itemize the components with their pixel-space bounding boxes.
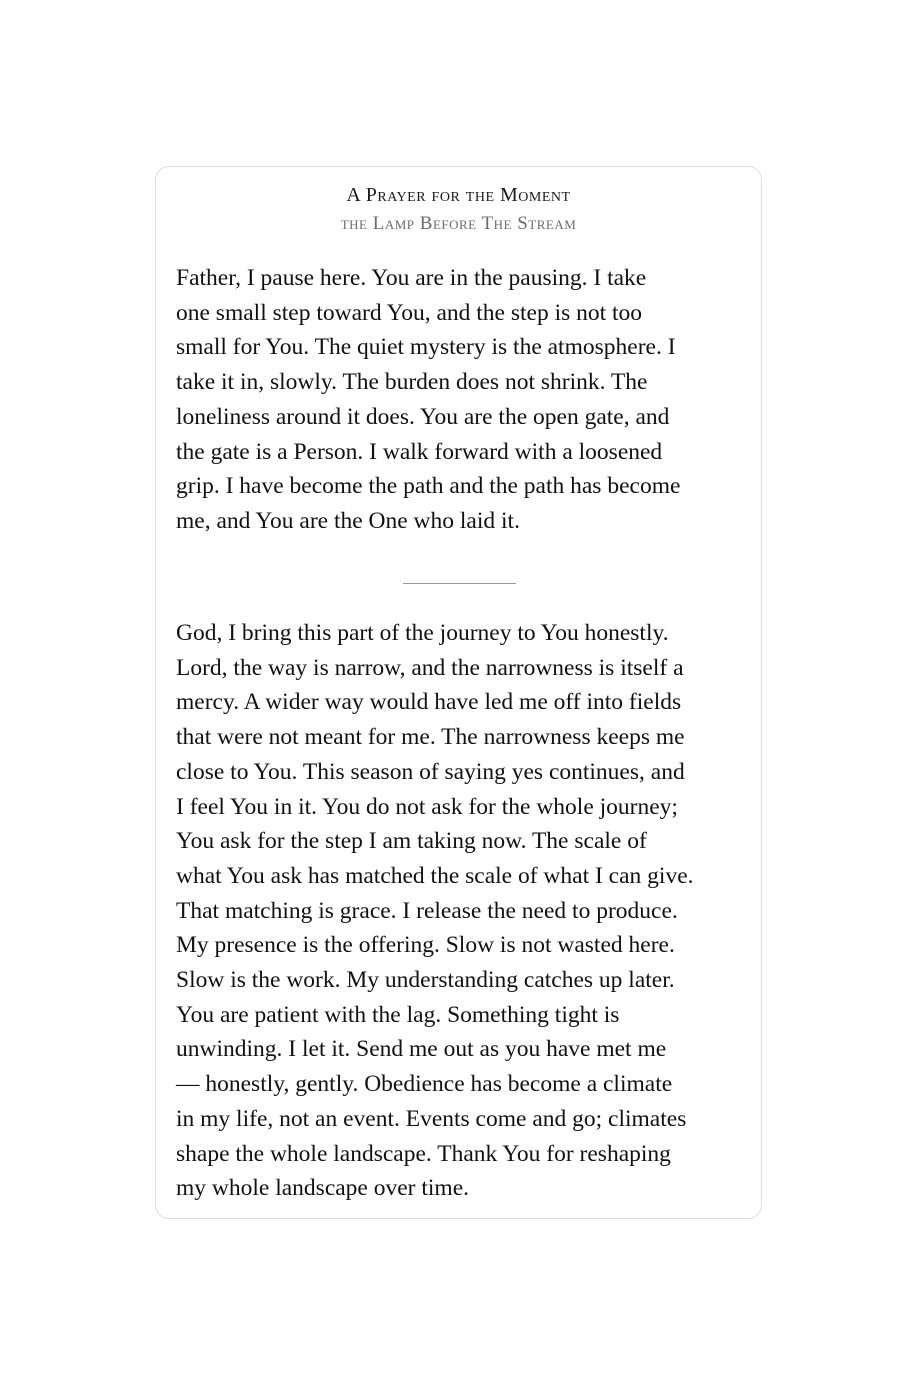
prayer-subtitle: the Lamp Before The Stream bbox=[340, 213, 577, 234]
prayer-paragraph-1: Father, I pause here. You are in the pausing. I take one small step toward You, and the step is not too small for You. The quiet mystery is the atmosphere. I take it in, slowly. The burden does not shrink. The loneliness around it does. You are the open gate, and the gate is a Person. I walk forward with a loosened grip. I have become the path and the path has become me, and You are the One who laid it. bbox=[176, 265, 681, 534]
section-divider bbox=[403, 583, 516, 584]
prayer-title: A Prayer for the Moment bbox=[346, 184, 571, 206]
prayer-card bbox=[155, 166, 762, 1219]
prayer-paragraph-2: God, I bring this part of the journey to You honestly. Lord, the way is narrow, and the narrowness is itself a mercy. A wider way would have led me off into fields that were not meant for me. The narrowness keeps me close to You. This season of saying yes continues, and I feel You in it. You do not ask for the whole journey; You ask for the step I am taking now. The scale of what You ask has matched the scale of what I can give. That matching is grace. I release the need to produce. My presence is the offering. Slow is not wasted here. Slow is the work. My understanding catches up later. You are patient with the lag. Something tight is unwinding. I let it. Send me out as you have met me — honestly, gently. Obedience has become a climate in my life, not an event. Events come and go; climates shape the whole landscape. Thank You for reshaping my whole landscape over time. bbox=[176, 620, 694, 1202]
